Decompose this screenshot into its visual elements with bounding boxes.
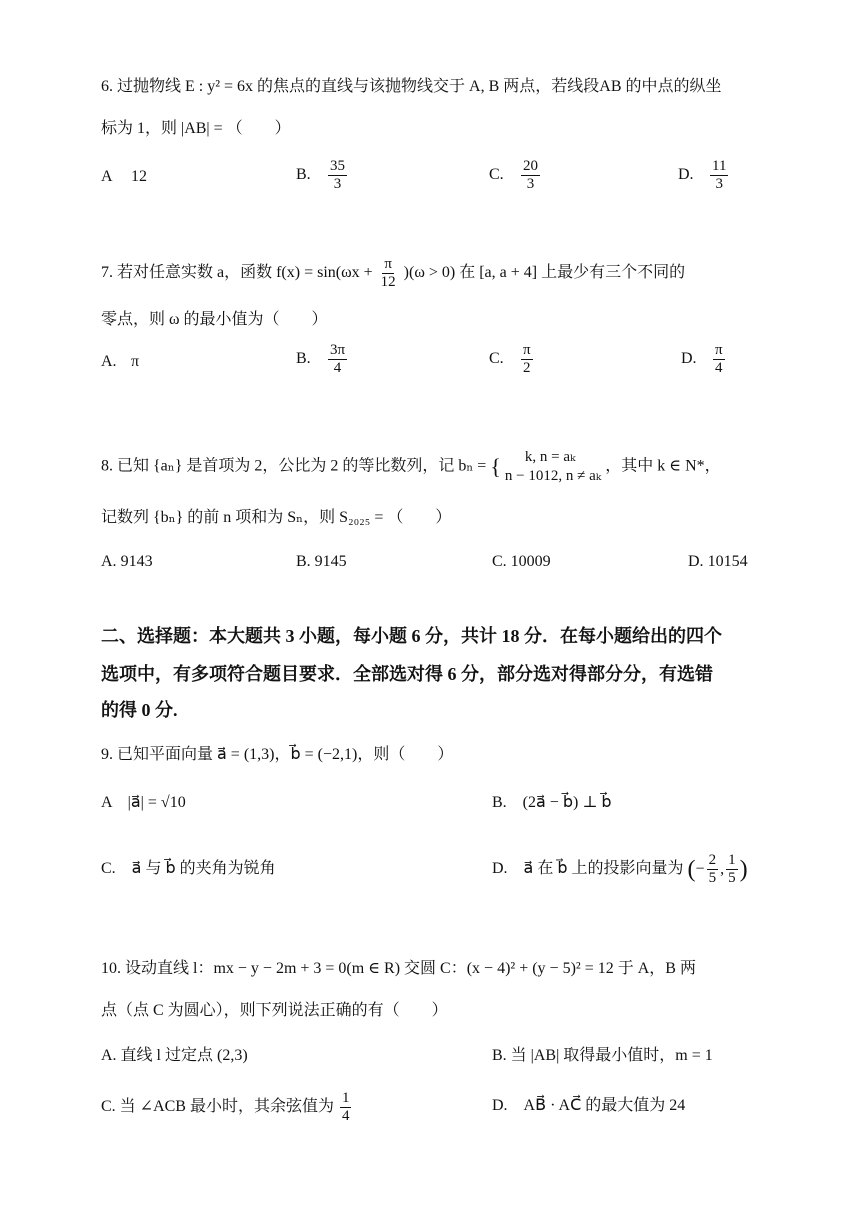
paren-open: ( <box>687 856 696 883</box>
q10-option-b: B. 当 |AB| 取得最小值时，m = 1 <box>492 1047 713 1064</box>
q7-stem-line1: 7. 若对任意实数 a，函数 f(x) = sin(ωx + $\frac{\pi}{12}$ )(ω > 0) 在 [a, a + 4] 上最少有三个不同的 <box>101 256 686 290</box>
fraction: $\frac{20}{3}$ <box>523 158 538 192</box>
q7-option-b: B. $\frac{3\pi}{4}$ <box>296 342 346 376</box>
brace: { <box>490 454 501 479</box>
q10-option-d: D. AB⃗ · AC⃗ 的最大值为 24 <box>492 1097 686 1114</box>
section2-header-line2: 选项中，有多项符合题目要求．全部选对得 6 分，部分选对得部分分，有选错 <box>101 664 713 684</box>
q9-option-c: C. a⃗ 与 b⃗ 的夹角为锐角 <box>101 860 276 877</box>
q10-option-c: C. 当 ∠ACB 最小时，其余弦值为 $\frac{1}{4}$ <box>101 1090 350 1124</box>
q10-option-a: A. 直线 l 过定点 (2,3) <box>101 1047 248 1064</box>
q7-option-a: A. π <box>101 353 140 370</box>
q6-option-d: D. $\frac{11}{3}$ <box>678 158 727 192</box>
fraction: $\frac{1}{5}$ <box>728 852 736 886</box>
q8-stem-line1: 8. 已知 {aₙ} 是首项为 2，公比为 2 的等比数列，记 bₙ = { k, n = aₖ n − 1012, n ≠ aₖ ，其中 k ∈ N*， <box>101 449 721 484</box>
q8-stem-line2: 记数列 {bₙ} 的前 n 项和为 Sₙ，则 S₂₀₂₅ = （ ） <box>101 509 452 526</box>
q7-option-c: C. $\frac{\pi}{2}$ <box>489 342 531 376</box>
piecewise-cases: k, n = aₖ n − 1012, n ≠ aₖ <box>504 449 602 484</box>
q6-option-c: C. $\frac{20}{3}$ <box>489 158 538 192</box>
fraction: $\frac{\pi}{2}$ <box>523 342 531 376</box>
q9-stem: 9. 已知平面向量 a⃗ = (1,3)，b⃗ = (−2,1)，则（ ） <box>101 746 454 763</box>
fraction: $\frac{1}{4}$ <box>341 1090 350 1124</box>
q6-option-a: A 12 <box>101 168 147 185</box>
fraction: $\frac{\pi}{4}$ <box>715 342 723 376</box>
fraction: $\frac{3\pi}{4}$ <box>330 342 346 376</box>
comma: , <box>720 860 725 878</box>
paren-close: ) <box>739 856 748 883</box>
q9-option-a: A |a⃗| = √10 <box>101 794 186 811</box>
q7-option-d: D. $\frac{\pi}{4}$ <box>681 342 723 376</box>
q10-stem-line1: 10. 设动直线 l：mx − y − 2m + 3 = 0(m ∈ R) 交圆 C：(x − 4)² + (y − 5)² = 12 于 A，B 两 <box>101 960 696 977</box>
q7-stem-line2: 零点，则 ω 的最小值为（ ） <box>101 311 328 328</box>
q8-option-d: D. 10154 <box>688 553 748 570</box>
section2-header-line1: 二、选择题：本大题共 3 小题，每小题 6 分，共计 18 分．在每小题给出的四个 <box>101 626 722 646</box>
section2-header-line3: 的得 0 分. <box>101 700 178 720</box>
q10-stem-line2: 点（点 C 为圆心），则下列说法正确的有（ ） <box>101 1002 448 1019</box>
q8-option-a: A. 9143 <box>101 553 153 570</box>
minus-sign: − <box>695 860 705 878</box>
fraction: $\frac{11}{3}$ <box>712 158 727 192</box>
q9-option-d: D. a⃗ 在 b⃗ 上的投影向量为 (− $\frac{2}{5}$ , $\frac{1}{5}$ ) <box>492 852 748 886</box>
q8-option-c: C. 10009 <box>492 553 551 570</box>
q8-option-b: B. 9145 <box>296 553 347 570</box>
q6-stem-line1: 6. 过抛物线 E : y² = 6x 的焦点的直线与该抛物线交于 A, B 两点，若线段AB 的中点的纵坐 <box>101 78 722 95</box>
fraction: $\frac{35}{3}$ <box>330 158 345 192</box>
q6-option-b: B. $\frac{35}{3}$ <box>296 158 345 192</box>
q9-option-b: B. (2a⃗ − b⃗) ⊥ b⃗ <box>492 794 612 811</box>
fraction: $\frac{2}{5}$ <box>708 852 717 886</box>
q6-stem-line2: 标为 1，则 |AB| = （ ） <box>101 120 291 137</box>
fraction: $\frac{\pi}{12}$ <box>380 256 396 290</box>
